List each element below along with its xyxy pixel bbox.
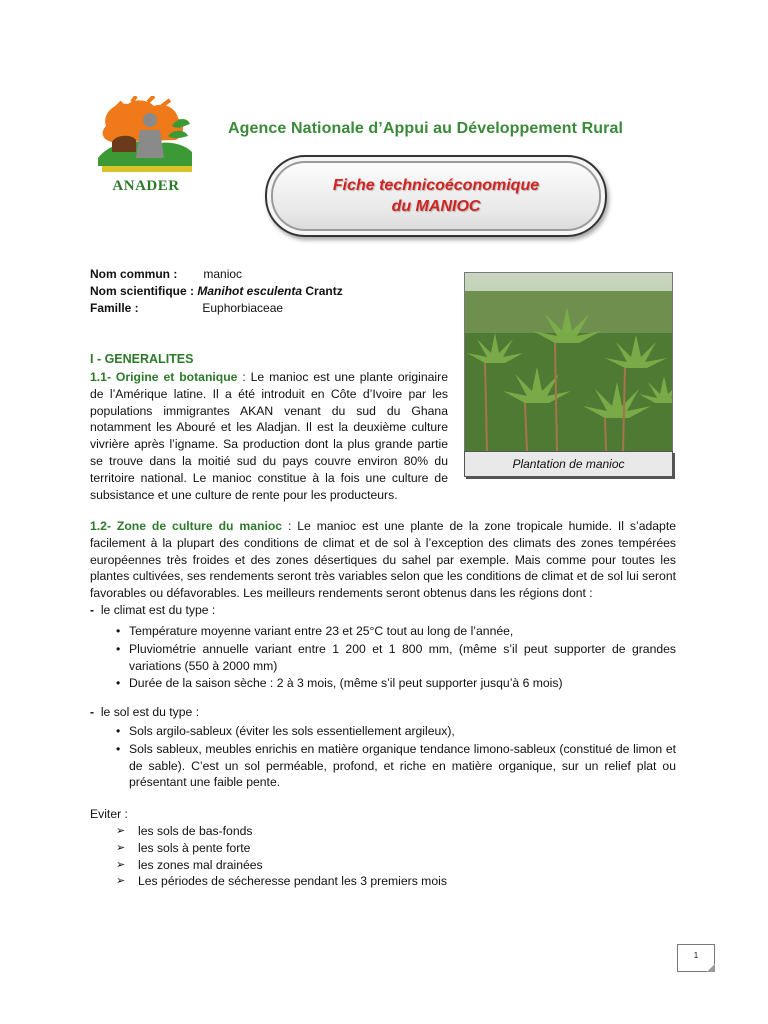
cassava-plantation-photo <box>464 272 673 452</box>
scientific-name-row <box>90 283 343 300</box>
list-item: • Pluviométrie annuelle variant entre 1 200 et 1 800 mm, (même s’il peut supporter de grandes variations (550 à 2000 mm) <box>116 641 676 673</box>
page-fold-icon <box>707 964 715 972</box>
logo-graphic-icon <box>92 96 197 180</box>
climate-list <box>116 623 676 692</box>
page-number-text: 1 <box>693 951 699 960</box>
family-row <box>90 300 283 317</box>
page-number <box>677 944 715 972</box>
common-name-row <box>90 266 242 283</box>
arrow-bullet-icon: ➢ <box>116 841 126 854</box>
arrow-bullet-icon: ➢ <box>116 875 126 888</box>
anader-logo <box>92 96 197 196</box>
avoid-list <box>116 823 658 890</box>
agency-title: Agence Nationale d’Appui au Développement Rural <box>228 120 623 137</box>
soil-list <box>116 723 676 791</box>
subsection-zone-text: : Le manioc est une plante de la zone tropicale humide. Il s’adapte facilement à la plupart des conditions de climat et de sol à l’exception des climats des zones tempérées européennes très froides et des zones désertiques du sahel par exemple. Mais comme pour toutes les plantes cultivées, ses rendements seront très variables selon que les conditions de climat et de sol lui seront favorables ou défavorables. Les meilleurs rendements seront obtenus dans les régions dont : <box>90 519 676 601</box>
scientific-name-author: Crantz <box>305 284 343 298</box>
list-item: ➢ les sols à pente forte <box>116 840 251 855</box>
list-item: • Sols sableux, meubles enrichis en matière organique tendance limono-sableux (constitué de limon et de sable). C’est un sol perméable, profond, et riche en matière organique, sur un relief plat ou présentant une faible pente. <box>116 741 676 790</box>
arrow-bullet-icon: ➢ <box>116 825 126 837</box>
list-item: • Température moyenne variant entre 23 et 25°C tout au long de l’année, <box>116 624 514 638</box>
soil-intro: - le sol est du type : <box>90 705 200 719</box>
family-value: Euphorbiaceae <box>202 301 284 315</box>
list-item: ➢ les zones mal drainées <box>116 857 263 872</box>
list-item: ➢ les sols de bas-fonds <box>116 824 253 838</box>
photo-caption: Plantation de manioc <box>464 451 673 477</box>
list-item: • Durée de la saison sèche : 2 à 3 mois, (même s’il peut supporter jusqu’à 6 mois) <box>116 676 563 691</box>
scientific-name-italic: Manihot esculenta <box>197 284 303 298</box>
avoid-intro: Eviter : <box>90 807 128 821</box>
climate-intro: - le climat est du type : <box>90 603 216 617</box>
arrow-bullet-icon: ➢ <box>116 858 126 871</box>
paragraph-zone <box>90 518 676 602</box>
soil-intro-text: le sol est du type : <box>100 705 200 719</box>
section-title-generalites: I - GENERALITES <box>90 352 194 366</box>
paragraph-origin <box>90 369 448 503</box>
scientific-name-label: Nom scientifique : <box>90 284 195 298</box>
list-item: • Sols argilo-sableux (éviter les sols essentiellement argileux), <box>116 724 455 738</box>
family-label: Famille : <box>90 301 139 315</box>
climate-intro-text: le climat est du type : <box>100 603 216 617</box>
document-title-line1: Fiche technicoéconomique <box>332 177 540 194</box>
subsection-zone-title: 1.2- Zone de culture du manioc <box>90 519 283 533</box>
common-name-value: manioc <box>203 267 243 281</box>
subsection-origin-text: : Le manioc est une plante originaire de l’Amérique latine. Il a été introduit en Côte d’Ivoire par les populations immigrantes AKAN venant du sud du Ghana notamment les Abouré et les Aladjan. Il est la deuxième culture vivrière après l’igname. Sa production dont la plus grande partie se trouve dans la moitié sud du pays couvre environ 80% du territoire national. Le manioc constitue à la fois une culture de subsistance et une culture de rente pour les producteurs. <box>90 370 448 502</box>
subsection-origin-title: 1.1- Origine et botanique <box>90 370 238 384</box>
document-title-box <box>265 155 607 237</box>
logo-text: ANADER <box>112 178 180 194</box>
list-item: ➢ Les périodes de sécheresse pendant les 3 premiers mois <box>116 874 447 889</box>
cassava-plants-image <box>465 273 672 451</box>
common-name-label: Nom commun : <box>90 267 178 281</box>
document-title-line2: du MANIOC <box>391 198 481 215</box>
